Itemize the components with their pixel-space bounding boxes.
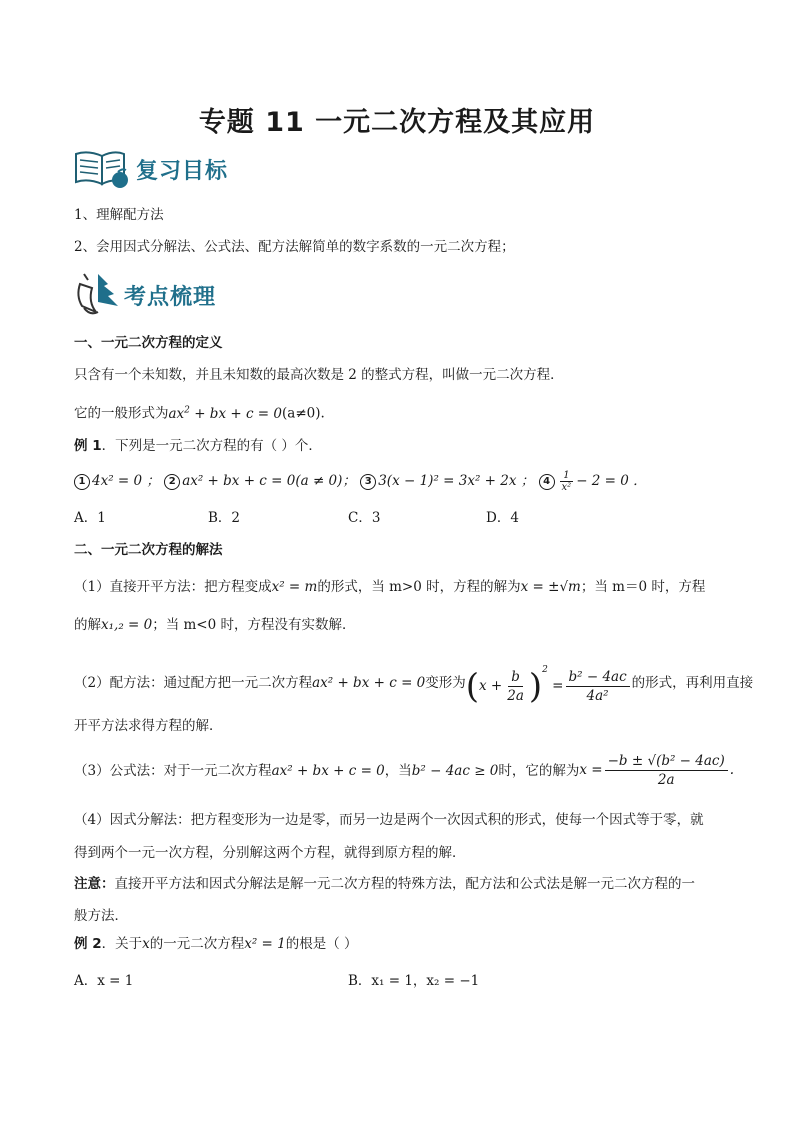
section-review-goals bbox=[74, 148, 228, 190]
general-form-equation: $ax^2$ + bx + c = 0 bbox=[168, 405, 282, 422]
section-label: 复习目标 bbox=[136, 158, 229, 184]
fraction-denominator: 4a² bbox=[586, 688, 609, 704]
definition-text: 只含有一个未知数，并且未知数的最高次数是 2 的整式方程，叫做一元二次方程． bbox=[74, 367, 564, 383]
item-number: 4 bbox=[539, 474, 555, 490]
item-number: 1 bbox=[74, 474, 90, 490]
option-b: B．2 bbox=[208, 510, 241, 526]
example-label: 例 1 bbox=[74, 438, 102, 454]
fraction-numerator: −b ± √(b² − 4ac) bbox=[605, 752, 728, 771]
goal-item: 1、理解配方法 bbox=[74, 207, 164, 223]
text: 的解 bbox=[74, 617, 101, 633]
method1-line1 bbox=[74, 577, 705, 597]
text: 的形式，再利用直接 bbox=[631, 674, 754, 691]
goal-item: 2、会用因式分解法、公式法、配方法解简单的数字系数的一元二次方程； bbox=[74, 239, 515, 255]
option-b: B．x₁ = 1，x₂ = −1 bbox=[348, 973, 480, 989]
text: 的一元二次方程 bbox=[149, 936, 245, 952]
text: 直接开平方法和因式分解法是解一元二次方程的特殊方法，配方法和公式法是解一元二次方程的一 bbox=[114, 876, 695, 892]
open-book-icon bbox=[74, 148, 132, 190]
math: x² = m bbox=[271, 579, 318, 595]
option-c: C．3 bbox=[348, 510, 381, 526]
item-expression: − 2 = 0 ． bbox=[576, 473, 647, 489]
item-expression: 3(x − 1)² = 3x² + 2x ； bbox=[378, 473, 535, 489]
item-expression: ax² + bx + c = 0(a ≠ 0)； bbox=[182, 473, 356, 489]
math: ax² + bx + c = 0 bbox=[271, 762, 385, 779]
part-heading: 二、一元二次方程的解法 bbox=[74, 542, 223, 558]
note-line1 bbox=[74, 874, 695, 894]
example2-question bbox=[74, 934, 358, 954]
math: b² − 4ac ≥ 0 bbox=[411, 762, 499, 779]
fraction-numerator: b bbox=[508, 668, 523, 687]
text: （3）公式法：对于一元二次方程 bbox=[74, 762, 272, 779]
option-d: D．4 bbox=[486, 510, 519, 526]
method2-line2: 开平方法求得方程的解． bbox=[74, 718, 223, 734]
example1-question bbox=[74, 436, 322, 456]
general-form bbox=[74, 400, 325, 424]
text: （1）直接开平方法：把方程变成 bbox=[74, 579, 272, 595]
bell-leaf-icon bbox=[74, 272, 122, 318]
general-form-condition: (a≠0). bbox=[282, 405, 325, 422]
text: 时，它的解为 bbox=[498, 762, 580, 779]
fraction-denominator: 2a bbox=[657, 772, 675, 788]
math: ax² + bx + c = 0 bbox=[312, 674, 426, 691]
method4-line2: 得到两个一元一次方程，分别解这两个方程，就得到原方程的解． bbox=[74, 845, 466, 861]
completed-square: (x + $\frac{b}{2a}$ )$^2$ = $\frac{\text{b² − 4ac}}{\text{4a²}}$ bbox=[466, 660, 632, 705]
section-key-points bbox=[74, 272, 216, 318]
quadratic-formula: x = $\frac{\text{−b ± √(b² − 4ac)}}{2a}$ . bbox=[579, 753, 735, 788]
text: ；当 m<0 时，方程没有实数解． bbox=[152, 617, 356, 633]
section-label: 考点梳理 bbox=[124, 284, 217, 310]
fraction-denominator: 2a bbox=[507, 688, 524, 704]
item-fraction bbox=[559, 470, 575, 493]
example-text: ．下列是一元二次方程的有（ ）个． bbox=[101, 438, 322, 454]
example1-items bbox=[74, 470, 647, 493]
note-line2: 般方法． bbox=[74, 908, 128, 924]
note-label: 注意： bbox=[74, 876, 115, 892]
fraction-numerator: 1 bbox=[560, 470, 572, 482]
text: 的根是（ ） bbox=[285, 936, 358, 952]
text: 的形式，当 m>0 时，方程的解为 bbox=[317, 579, 521, 595]
page-title: 专题 11 一元二次方程及其应用 bbox=[198, 107, 596, 138]
option-a: A．1 bbox=[74, 510, 106, 526]
part-heading: 一、一元二次方程的定义 bbox=[74, 335, 223, 351]
fraction-numerator: b² − 4ac bbox=[566, 668, 630, 687]
math: x = ±√m bbox=[520, 579, 581, 595]
math: x² = 1 bbox=[244, 936, 286, 952]
math: x₁,₂ = 0 bbox=[101, 617, 153, 633]
method2-line1 bbox=[74, 660, 753, 705]
text: ；当 m＝0 时，方程 bbox=[580, 579, 706, 595]
item-expression: 4x² = 0 ； bbox=[92, 473, 160, 489]
option-a: A．x = 1 bbox=[74, 973, 134, 989]
method3-line bbox=[74, 752, 734, 789]
fraction-denominator: x² bbox=[561, 482, 572, 493]
item-number: 3 bbox=[360, 474, 376, 490]
text: 变形为 bbox=[425, 674, 466, 691]
general-form-label: 它的一般形式为 bbox=[74, 405, 169, 422]
text: ，当 bbox=[384, 762, 412, 779]
method4-line1: （4）因式分解法：把方程变形为一边是零，而另一边是两个一次因式积的形式，使每一个因式等于零，就 bbox=[74, 812, 704, 828]
text: ．关于 bbox=[101, 936, 143, 952]
text: （2）配方法：通过配方把一元二次方程 bbox=[74, 674, 313, 691]
method1-line2 bbox=[74, 615, 356, 635]
example-label: 例 2 bbox=[74, 936, 102, 952]
variable: x bbox=[142, 936, 150, 952]
item-number: 2 bbox=[164, 474, 180, 490]
